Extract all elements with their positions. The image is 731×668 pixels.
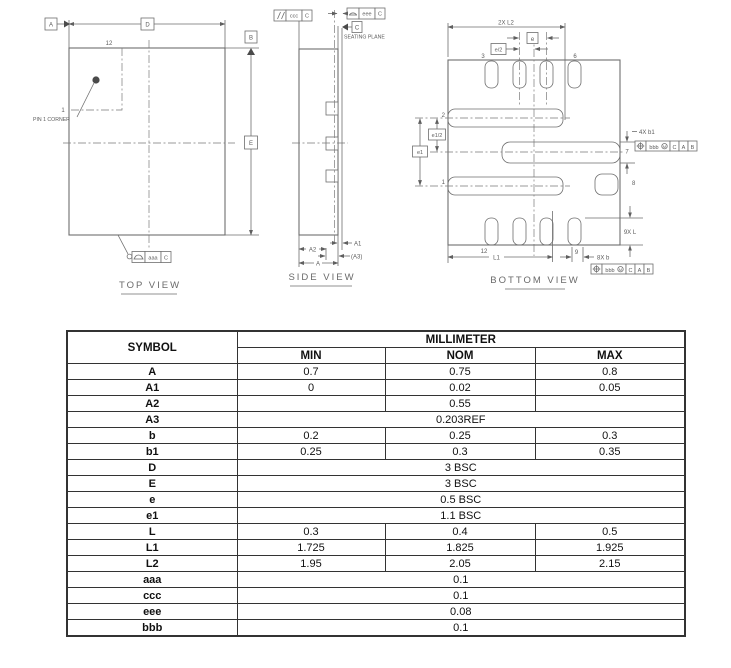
value-cell: 0 [237,380,385,396]
value-cell: 1.95 [237,556,385,572]
lead-terminal [326,170,338,182]
symbol-cell: A3 [67,412,237,428]
table-row [67,620,685,637]
pad-pin6 [568,61,581,88]
pad-pin11 [513,218,526,245]
value-cell: 0.3 [535,428,685,444]
value-cell: 0.5 [535,524,685,540]
table-row [67,540,685,556]
symbol-cell: aaa [67,572,237,588]
value-cell: 0.08 [237,604,685,620]
table-row [67,476,685,492]
dim-a2-label: A2 [308,247,317,254]
table-row [67,492,685,508]
value-cell [237,396,385,412]
dim-e-half-label: e/2 [494,47,503,54]
pad-pin3 [485,61,498,88]
table-row [67,380,685,396]
dim-d-label: D [145,22,150,29]
symbol-cell: b [67,428,237,444]
lead-terminal [326,102,338,115]
fcf-datum-2: A [637,267,642,274]
table-row [67,604,685,620]
top-view-title: TOP VIEW [118,280,182,291]
seating-plane-note: SEATING PLANE [344,34,385,41]
fcf-datum: C [164,255,168,262]
value-cell: 0.75 [385,364,535,380]
value-cell: 0.8 [535,364,685,380]
package-body-outline [69,48,225,235]
table-row [67,508,685,524]
fcf-datum-2: A [681,144,686,151]
pin7-label: 7 [625,149,629,156]
dim-e1-half-label: e1/2 [431,133,443,139]
pad-pin8 [595,174,618,195]
value-cell: 0.25 [385,428,535,444]
value-cell: 0.35 [535,444,685,460]
top-view-drawing [25,8,275,300]
dim-a1-label: A1 [354,241,362,248]
dim-e-label: E [248,141,254,147]
symbol-cell: e1 [67,508,237,524]
pin3-label: 3 [481,54,485,60]
nom-column-header: NOM [385,348,535,364]
value-cell: 2.15 [535,556,685,572]
value-cell [535,396,685,412]
fcf-tolerance: bbb [649,144,659,151]
dim-a-label: A [315,261,321,268]
dim-a3-label: (A3) [351,254,363,261]
dim-l1-label: L1 [493,255,500,262]
value-cell: 0.55 [385,396,535,412]
dimension-table [66,330,686,637]
value-cell: 0.05 [535,380,685,396]
value-cell: 0.4 [385,524,535,540]
table-row [67,444,685,460]
fcf-modifier: M [618,267,623,272]
symbol-cell: A1 [67,380,237,396]
dim-9xl-label: 9X L [623,230,637,236]
value-cell: 0.203REF [237,412,685,428]
symbol-cell: L1 [67,540,237,556]
fcf-datum-3: B [646,267,651,274]
table-row [67,364,685,380]
bottom-view-title: BOTTOM VIEW [490,275,580,286]
table-row [67,396,685,412]
symbol-column-header: SYMBOL [67,331,237,364]
pad-pin9 [568,218,581,245]
fcf-tolerance: aaa [148,255,158,262]
fcf-datum-1: C [628,267,633,274]
max-column-header: MAX [535,348,685,364]
table-row [67,572,685,588]
callout-8xb-label: 8X b [597,255,610,262]
dim-e1-label: e1 [416,150,424,156]
symbol-cell: L2 [67,556,237,572]
dim-e-label: e [530,37,535,43]
pad-pin10 [540,218,553,245]
pin1-leader [77,83,94,117]
datum-c-label: C [354,25,360,32]
symbol-cell: A [67,364,237,380]
symbol-cell: D [67,460,237,476]
fcf-datum-1: C [672,144,677,151]
value-cell: 0.3 [237,524,385,540]
value-cell: 1.825 [385,540,535,556]
callout-4xb1-label: 4X b1 [639,130,655,136]
dimension-table-header [67,331,685,364]
symbol-cell: eee [67,604,237,620]
symbol-cell: L [67,524,237,540]
value-cell: 2.05 [385,556,535,572]
fcf-tolerance: eee [362,11,372,18]
value-cell: 0.1 [237,572,685,588]
value-cell: 0.2 [237,428,385,444]
pin6-label: 6 [573,54,577,60]
pin1-corner-note: PIN 1 CORNER [33,117,70,123]
value-cell: 3 BSC [237,460,685,476]
pad-pin12 [485,218,498,245]
table-row [67,428,685,444]
datum-triangle [247,48,255,55]
datum-a-label: A [48,22,54,29]
side-view-linework [274,8,385,286]
side-view-title: SIDE VIEW [288,272,356,283]
pad-pin7 [502,142,620,163]
datum-b-label: B [248,35,254,42]
value-cell: 0.3 [385,444,535,460]
pin1-index-dot [92,76,99,83]
unit-header: MILLIMETER [237,331,685,348]
fcf-modifier: M [662,144,667,149]
side-view-drawing [268,0,400,292]
symbol-cell: ccc [67,588,237,604]
pin1-label: 1 [441,180,445,186]
value-cell: 0.1 [237,620,685,637]
value-cell: 1.925 [535,540,685,556]
symbol-cell: bbb [67,620,237,637]
min-column-header: MIN [237,348,385,364]
dim-2xl2-label: 2X L2 [498,20,514,27]
value-cell: 0.02 [385,380,535,396]
value-cell: 0.1 [237,588,685,604]
table-row [67,588,685,604]
pin1-label: 1 [61,108,65,114]
value-cell: 1.725 [237,540,385,556]
lead-terminal [326,137,338,150]
table-row [67,556,685,572]
table-row [67,460,685,476]
value-cell: 1.1 BSC [237,508,685,524]
datum-triangle [342,24,348,31]
dimension-table-body [67,364,685,637]
pin8-label: 8 [632,181,636,187]
bottom-view-linework [413,20,698,289]
symbol-cell: b1 [67,444,237,460]
symbol-cell: e [67,492,237,508]
fcf-tolerance: bbb [605,267,615,274]
value-cell: 0.25 [237,444,385,460]
symbol-cell: A2 [67,396,237,412]
bottom-view-drawing [395,0,731,300]
fcf-tolerance: ccc [289,13,299,20]
fcf-datum: C [378,11,382,18]
top-view-linework [45,18,259,294]
value-cell: 0.5 BSC [237,492,685,508]
fcf-datum-3: B [690,144,695,151]
pin12-label: 12 [105,41,113,47]
value-cell: 0.7 [237,364,385,380]
value-cell: 3 BSC [237,476,685,492]
symbol-cell: E [67,476,237,492]
pin9-label: 9 [574,250,579,256]
table-row [67,412,685,428]
table-row [67,524,685,540]
pin2-label: 2 [441,113,445,119]
pin12-label: 12 [480,249,488,255]
fcf-datum: C [305,13,309,20]
